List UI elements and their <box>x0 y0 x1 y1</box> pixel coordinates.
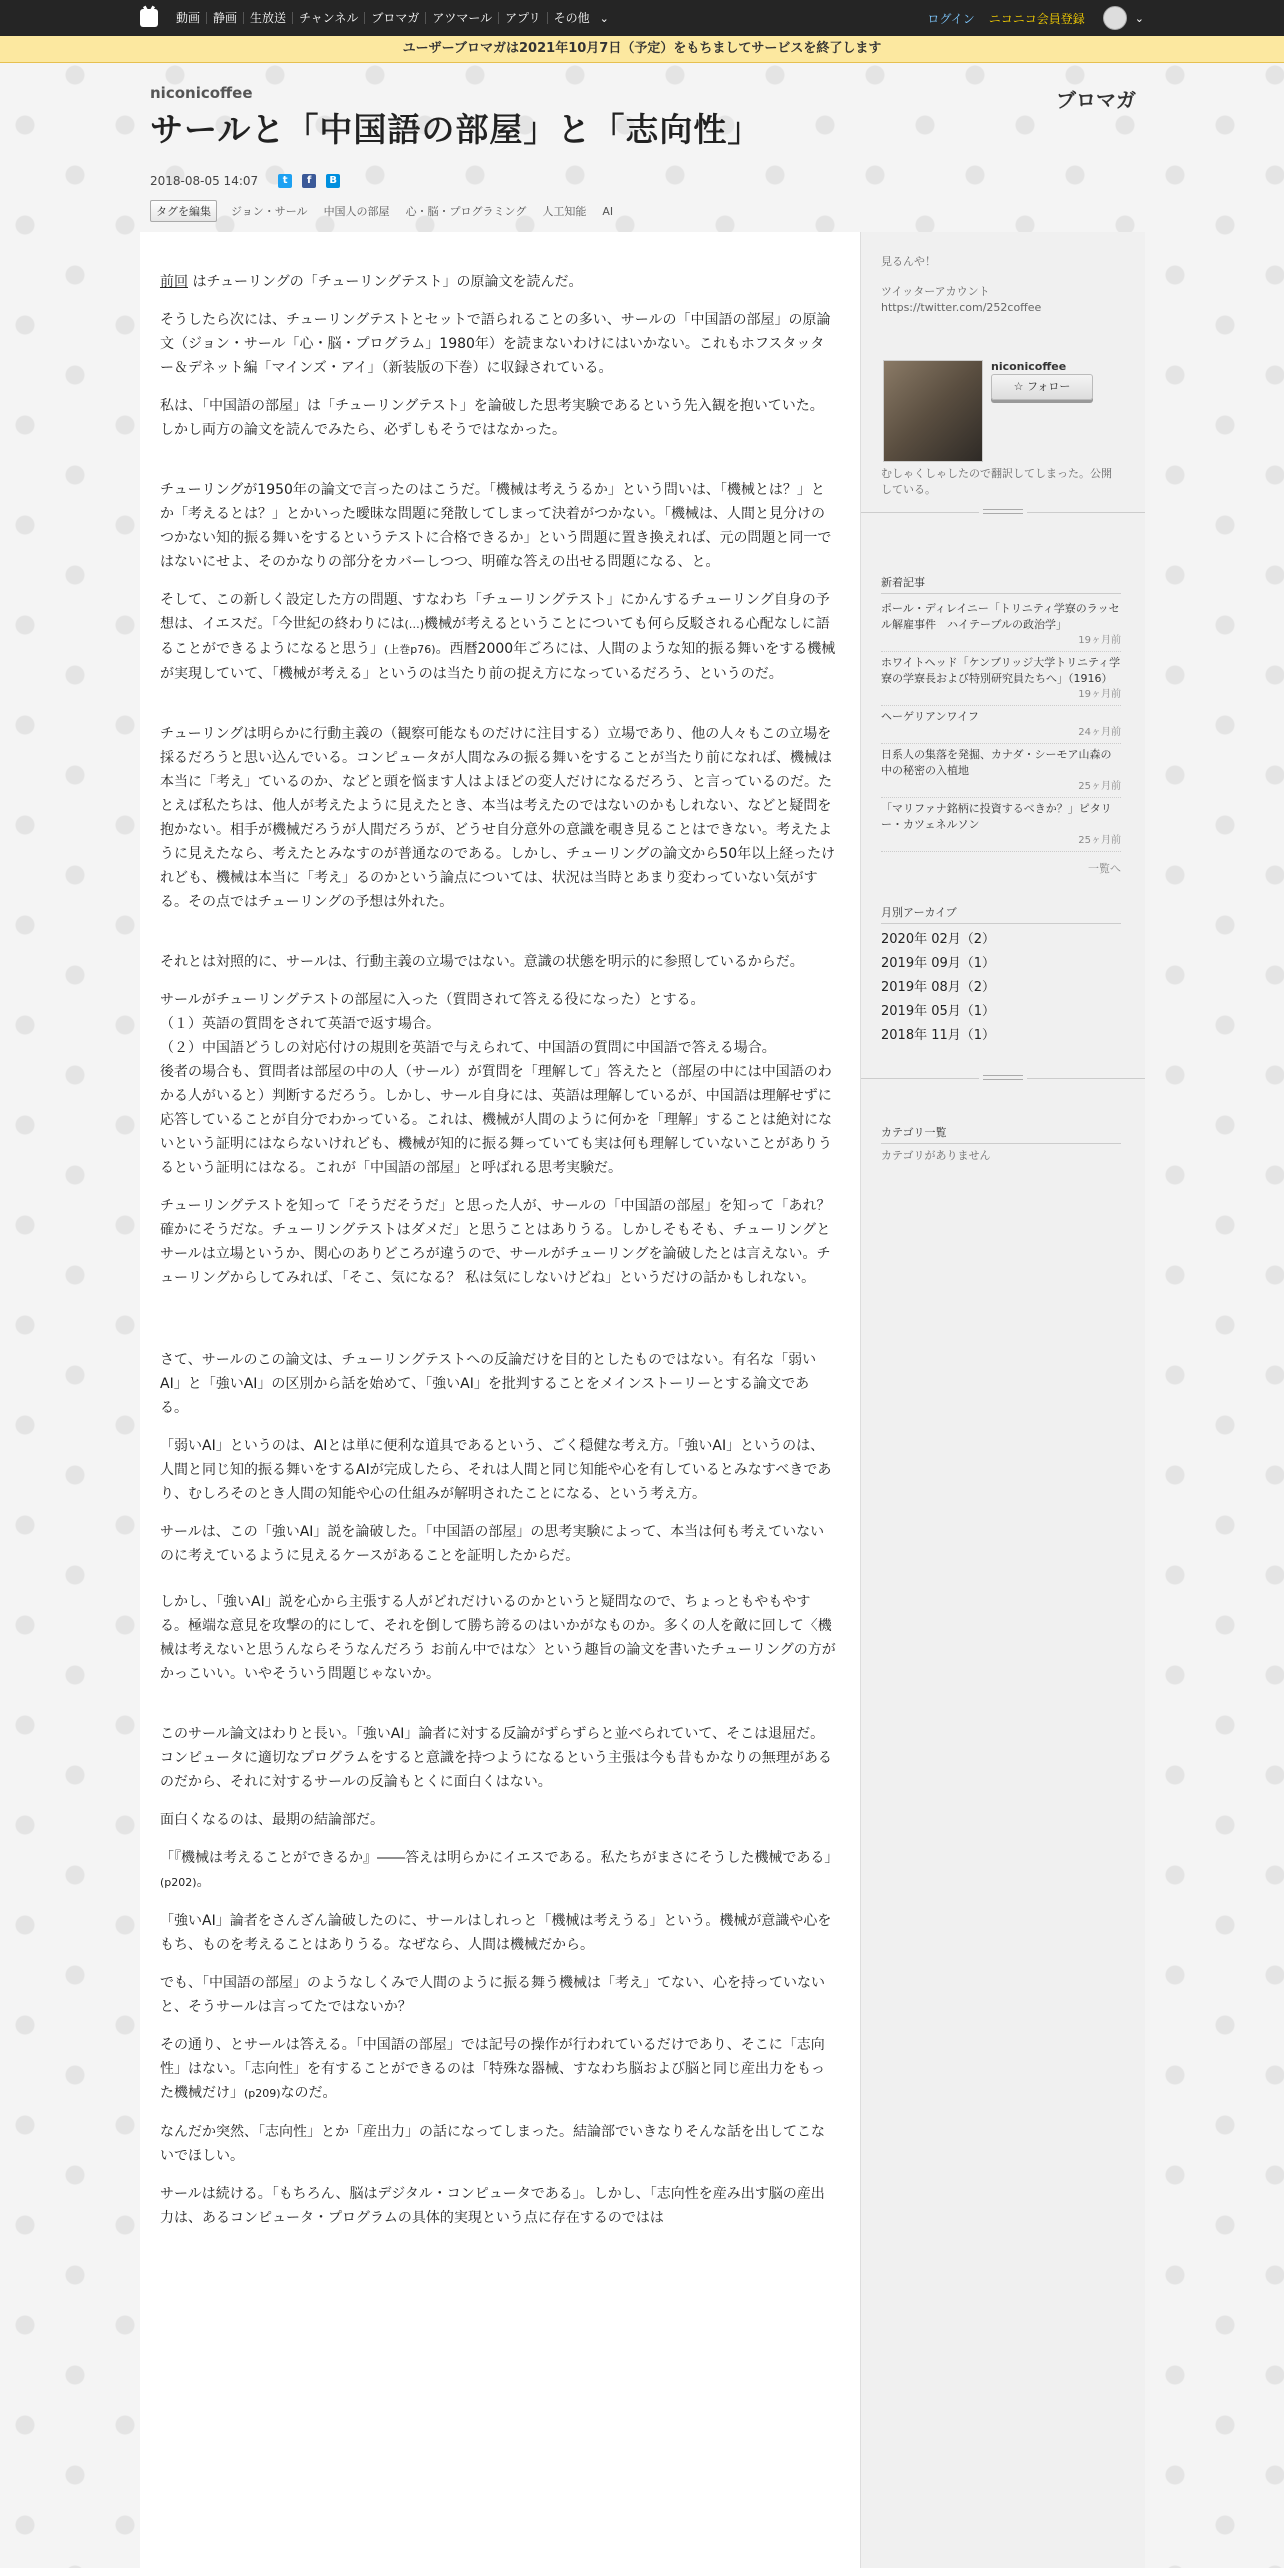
article-paragraph: それとは対照的に、サールは、行動主義の立場ではない。意識の状態を明示的に参照しているからだ。 <box>160 954 804 970</box>
article-paragraph: 「弱いAI」というのは、AIとは単に便利な道具であるという、ごく穏健な考え方。「強いAI」というのは、人間と同じ知的振る舞いをするAIが完成したら、それは人間と同じ知能や心を有しているとみなすべきであり、むしろそのとき人間の知能や心の仕組みが解明されたことになる、という考え方。 <box>160 1438 832 1502</box>
archive-item[interactable]: 2018年 11月（1） <box>881 1028 996 1043</box>
recent-article-age: 24ヶ月前 <box>1078 727 1121 738</box>
recent-article-item[interactable] <box>881 798 1121 852</box>
page-citation: (p202) <box>160 1876 197 1889</box>
paragraph-text: 「『機械は考えることができるか』――答えは明らかにイエスである。私たちがまさにそうした機械である」 <box>160 1850 839 1866</box>
recent-article-item[interactable] <box>881 652 1121 706</box>
service-nav <box>170 0 609 36</box>
user-avatar-icon[interactable] <box>1103 6 1127 30</box>
nav-more[interactable]: その他 <box>553 11 590 25</box>
tag-item[interactable]: ジョン・サール <box>231 205 308 218</box>
article-paragraph: このサール論文はわりと長い。「強いAI」論者に対する反論がずらずらと並べられていて、そこは退屈だ。コンピュータに適切なプログラムをすると意識を持つようになるという主張は今も昔もかなりの無理があるのだから、それに対するサールの反論もとくに面白くはない。 <box>160 1726 832 1790</box>
top-navbar <box>0 0 1284 36</box>
page-citation: (p209) <box>244 2087 281 2100</box>
tag-item[interactable]: 心・脳・プログラミング <box>405 205 527 218</box>
archive-item[interactable]: 2020年 02月（2） <box>881 932 996 947</box>
article-paragraph: サールは続ける。「もちろん、脳はデジタル・コンピュータである」。しかし、「志向性を産み出す脳の産出力は、あるコンピュータ・プログラムの具体的実現という点に存在するのではは <box>160 2186 825 2226</box>
recent-article-title[interactable]: 「マリファナ銘柄に投資するべきか？」ピタリー・カツェネルソン <box>881 802 1112 831</box>
recent-article-age: 19ヶ月前 <box>1078 689 1121 700</box>
recent-more-link[interactable]: 一覧へ <box>1088 862 1121 875</box>
article-paragraph: 「強いAI」論者をさんざん論破したのに、サールはしれっと「機械は考えうる」という。機械が意識や心をもち、ものを考えることはありうる。なぜなら、人間は機械だから。 <box>160 1913 832 1953</box>
paragraph-text: 機械が考えるということについても何ら反駁される心配なしに語ることができるようになると思う」 <box>160 616 830 657</box>
paragraph-text: そして、この新しく設定した方の問題、すなわち「チューリングテスト」にかんするチューリング自身の予想は、イエスだ。「今世紀の終わりには <box>160 592 830 632</box>
chevron-down-icon[interactable]: ⌄ <box>599 11 609 25</box>
category-list <box>881 1124 1121 1164</box>
nav-atsumaru[interactable]: アツマール <box>426 12 499 24</box>
nav-douga[interactable]: 動画 <box>170 12 207 24</box>
recent-article-title[interactable]: ヘーゲリアンワイフ <box>881 710 979 723</box>
nav-app[interactable]: アプリ <box>499 12 548 24</box>
twitter-share-icon[interactable]: t <box>278 174 292 188</box>
archive-item[interactable]: 2019年 05月（1） <box>881 1004 996 1019</box>
register-link[interactable]: ニコニコ会員登録 <box>988 11 1085 26</box>
hatena-bookmark-icon[interactable]: B <box>326 174 340 188</box>
recent-article-item[interactable] <box>881 706 1121 744</box>
twitter-account: ツイッターアカウント https://twitter.com/252coffee <box>881 285 1042 314</box>
page-citation: (上巻p76) <box>384 643 436 656</box>
recent-heading: 新着記事 <box>881 574 1121 594</box>
nav-live[interactable]: 生放送 <box>244 12 293 24</box>
article-paragraph: そうしたら次には、チューリングテストとセットで語られることの多い、サールの「中国語の部屋」の原論文（ジョン・サール「心・脳・プログラム」1980年）を読まないわけにはいかない。これもホフスタッター＆デネット編「マインズ・アイ」（新装版の下巻）に収録されている。 <box>160 312 831 376</box>
profile-intro: 見るんや！ <box>881 255 936 268</box>
account-nav <box>927 0 1144 36</box>
profile-name[interactable]: niconicoffee <box>991 360 1067 373</box>
recent-articles <box>881 574 1121 876</box>
recent-article-item[interactable] <box>881 744 1121 798</box>
article-paragraph <box>160 1846 839 1895</box>
paragraph-text: サールがチューリングテストの部屋に入った（質問されて答える役になった）とする。 <box>160 992 705 1008</box>
article-paragraph <box>160 2033 836 2106</box>
profile-section <box>881 254 1121 496</box>
paragraph-text: その通り、とサールは答える。「中国語の部屋」では記号の操作が行われているだけであり、そこに「志向性」はない。「志向性」を有することができるのは「特殊な器械、すなわち脳および脳と同じ産出力をもった機械だけ」 <box>160 2037 825 2101</box>
monthly-archive <box>881 904 1121 1048</box>
recent-article-title[interactable]: 日系人の集落を発掘、カナダ・シーモア山森の中の秘密の入植地 <box>881 748 1112 777</box>
article-meta <box>150 174 340 188</box>
sidebar <box>860 232 1145 2568</box>
tag-item[interactable]: 人工知能 <box>542 205 587 218</box>
article-paragraph: サールは、この「強いAI」説を論破した。「中国語の部屋」の思考実験によって、本当は何も考えていないのに考えているように見えるケースがあることを証明したからだ。 <box>160 1524 825 1564</box>
follow-button[interactable] <box>991 374 1093 400</box>
recent-article-age: 25ヶ月前 <box>1078 835 1121 846</box>
article-paragraph: 私は、「中国語の部屋」は「チューリングテスト」を論破した思考実験であるという先入観を抱いていた。しかし両方の論文を読んでみたら、必ずしもそうではなかった。 <box>160 398 824 438</box>
category-heading: カテゴリ一覧 <box>881 1124 1121 1144</box>
article-title: サールと「中国語の部屋」と「志向性」 <box>150 110 762 149</box>
paragraph-text: 後者の場合も、質問者は部屋の中の人（サール）が質問を「理解して」答えたと（部屋の中には中国語のわかる人がいると）判断するだろう。しかし、サール自身には、英語は理解しているが、中国語は理解せずに応答していることが自分でわかっている。これは、機械が人間のように何かを「理解」することは絶対にないという証明にはならないけれども、機械が知的に振る舞っていても実は何も理解していないことがありうるという証明にはなる。これが「中国語の部屋」と呼ばれる思考実験だ。 <box>160 1064 832 1176</box>
category-empty: カテゴリがありません <box>881 1149 991 1162</box>
article-paragraph: チューリングテストを知って「そうだそうだ」と思った人が、サールの「中国語の部屋」を知って「あれ？確かにそうだな。チューリングテストはダメだ」と思うことはありうる。しかしそもそも、チューリングとサールは立場というか、関心のありどころが違うので、サールがチューリングを論破したとは言えない。チューリングからしてみれば、「そこ、気になる？ 私は気にしないけどね」というだけの話かもしれない。 <box>160 1198 831 1286</box>
tag-item[interactable]: 中国人の部屋 <box>323 205 390 218</box>
ellipsis-note: (…) <box>404 618 425 631</box>
article-paragraph: チューリングは明らかに行動主義の（観察可能なものだけに注目する）立場であり、他の人々もこの立場を採るだろうと思い込んでいる。コンピュータが人間なみの振る舞いをすることが当たり前になれば、機械は本当に「考え」ているのか、などと頭を悩ます人はよほどの変人だけになるだろう、と言っているのだ。たとえば私たちは、他人が考えたように見えたとき、本当は考えたのではないのかもしれない、などと疑問を抱かない。相手が機械だろうが人間だろうが、どうせ自分意外の意識を覗き見ることはできない。考えたように見えたなら、考えたとみなすのが普通なのである。しかし、チューリングの論文から50年以上経ったけれども、機械は本当に「考え」るのかという論点については、状況は当時とあまり変わっていない気がする。その点ではチューリングの予想は外れた。 <box>160 726 836 910</box>
article-paragraph: しかし、「強いAI」説を心から主張する人がどれだけいるのかというと疑問なので、ちょっともやもやする。極端な意見を攻撃の的にして、それを倒して勝ち誇るのはいかがなものか。多くの人を敵に回して〈機械は考えないと思うんならそうなんだろう お前ん中ではな〉という趣旨の論文を書いたチューリングの方がかっこいい。いやそういう問題じゃないか。 <box>160 1594 836 1682</box>
recent-article-title[interactable]: ポール・ディレイニー「トリニティ学寮のラッセル解雇事件 ハイテーブルの政治学」 <box>881 602 1120 631</box>
article-paragraph: なんだか突然、「志向性」とか「産出力」の話になってしまった。結論部でいきなりそんな話を出してこないでほしい。 <box>160 2124 825 2164</box>
recent-article-title[interactable]: ホワイトヘッド「ケンブリッジ大学トリニティ学寮の学寮長および特別研究員たちへ」（1916） <box>881 656 1121 685</box>
archive-item[interactable]: 2019年 09月（1） <box>881 956 996 971</box>
paragraph-text: 。 <box>196 1874 211 1890</box>
list-line: （１）英語の質問をされて英語で返す場合。 <box>160 1016 440 1032</box>
recent-article-item[interactable] <box>881 598 1121 652</box>
post-date: 2018-08-05 14:07 <box>150 174 259 188</box>
recent-article-age: 19ヶ月前 <box>1078 635 1121 646</box>
service-end-notice[interactable]: ユーザーブロマガは2021年10月7日（予定）をもちましてサービスを終了します <box>0 36 1284 63</box>
follow-label: フォロー <box>1026 380 1071 393</box>
article-paragraph: 面白くなるのは、最期の結論部だ。 <box>160 1812 384 1828</box>
blomaga-logo[interactable]: ブロマガ <box>1056 88 1136 112</box>
nav-seiga[interactable]: 静画 <box>207 12 244 24</box>
account-chevron-down-icon[interactable]: ⌄ <box>1134 11 1144 25</box>
tag-list <box>150 200 629 222</box>
recent-article-age: 25ヶ月前 <box>1078 781 1121 792</box>
profile-image[interactable] <box>883 360 983 462</box>
tag-item[interactable]: AI <box>602 204 614 218</box>
article-paragraph <box>160 988 836 1180</box>
star-icon: ☆ <box>1013 380 1024 393</box>
previous-article-link[interactable]: 前回 <box>160 274 188 290</box>
paragraph-text: はチューリングの「チューリングテスト」の原論文を読んだ。 <box>188 274 583 290</box>
article-header <box>140 62 1144 232</box>
article-paragraph: でも、「中国語の部屋」のようなしくみで人間のように振る舞う機械は「考え」てない、心を持っていないと、そうサールは言ってたではないか？ <box>160 1975 825 2015</box>
article-paragraph: チューリングが1950年の論文で言ったのはこうだ。「機械は考えうるか」という問いは、「機械とは？」とか「考えるとは？」とかいった曖昧な問題に発散してしまって決着がつかない。「機械は、人間と見分けのつかない知的振る舞いをするというテストに合格できるか」という問題に置き換えれば、元の問題と同一ではないにせよ、そのかなりの部分をカバーしつつ、明確な答えの出せる問題になる、と。 <box>160 482 832 570</box>
sidebar-divider <box>861 504 1145 520</box>
profile-note: むしゃくしゃしたので翻訳してしまった。公開している。 <box>881 467 1112 496</box>
article-paragraph: さて、サールのこの論文は、チューリングテストへの反論だけを目的としたものではない。有名な「弱いAI」と「強いAI」の区別から話を始めて、「強いAI」を批判することをメインストーリーとする論文である。 <box>160 1352 817 1416</box>
paragraph-text: なのだ。 <box>280 2085 337 2101</box>
nav-blomaga[interactable]: ブロマガ <box>365 12 426 24</box>
list-line: （２）中国語どうしの対応付けの規則を英語で与えられて、中国語の質問に中国語で答える場合。 <box>160 1040 776 1056</box>
facebook-share-icon[interactable]: f <box>302 174 316 188</box>
niconico-logo-icon[interactable] <box>140 9 158 27</box>
sidebar-divider <box>861 1070 1145 1086</box>
login-link[interactable]: ログイン <box>927 11 975 26</box>
edit-tags-button[interactable]: タグを編集 <box>150 200 217 222</box>
article-container <box>140 232 860 2568</box>
blog-name[interactable]: niconicoffee <box>150 84 253 102</box>
archive-item[interactable]: 2019年 08月（2） <box>881 980 996 995</box>
article-paragraph <box>160 588 836 686</box>
article-body <box>160 270 839 2244</box>
nav-channel[interactable]: チャンネル <box>293 12 365 24</box>
paragraph-text: 。西暦2000年ごろには、人間のような知的振る舞いをする機械が実現していて、「機械が考える」というのは当たり前の捉え方になっているだろう、というのだ。 <box>160 641 836 682</box>
article-paragraph <box>160 270 836 294</box>
archive-heading: 月別アーカイブ <box>881 904 1121 924</box>
